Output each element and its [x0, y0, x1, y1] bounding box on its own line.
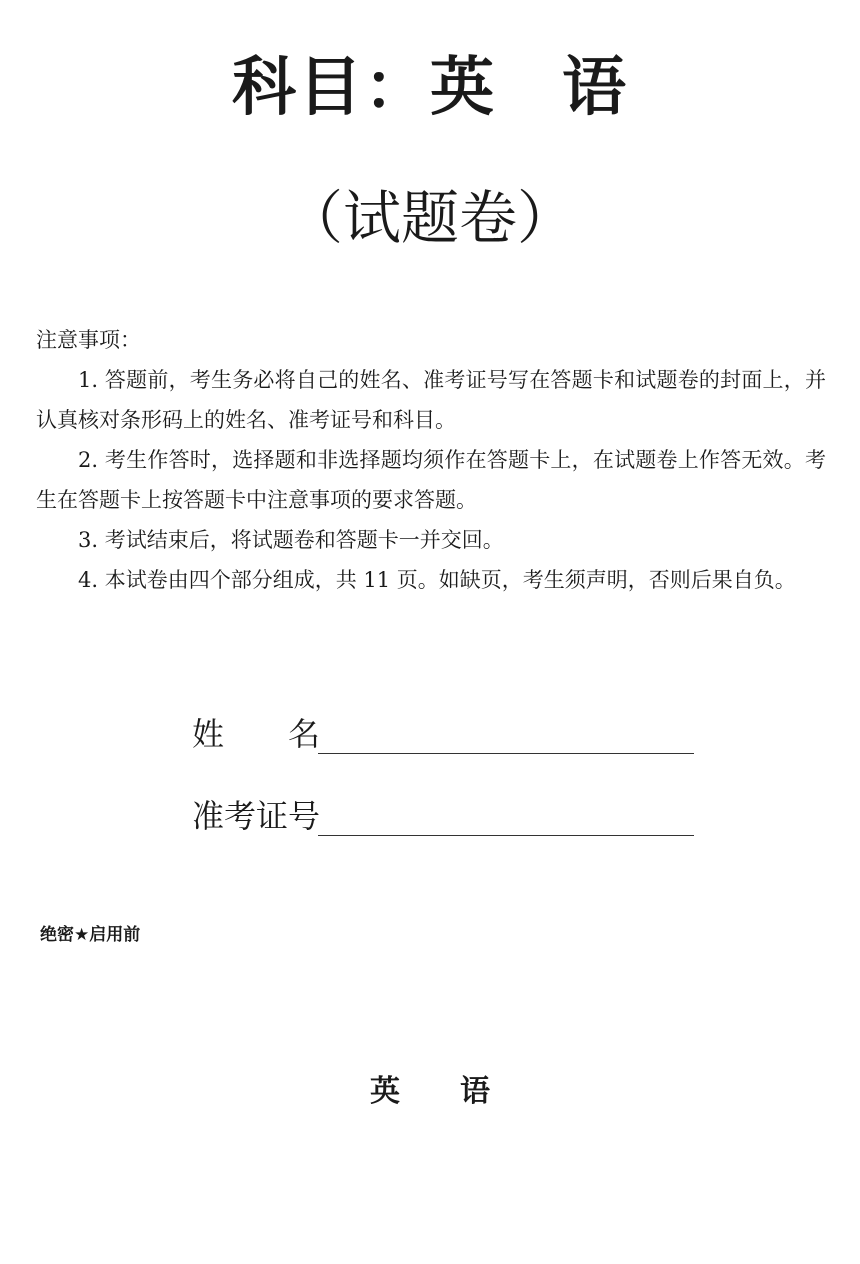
name-field: [192, 712, 694, 756]
subject-title: 科目：英 语: [232, 51, 628, 125]
secret-mark: 绝密★启用前: [40, 925, 141, 945]
exam-id-field: [192, 794, 694, 838]
name-field-line: [318, 743, 694, 754]
notes-heading: 注意事项：: [36, 328, 141, 352]
bottom-subject-title: 英 语: [370, 1074, 490, 1109]
notes-item-2: 2. 考生作答时，选择题和非选择题均须作在答题卡上，在试题卷上作答无效。考生在答题卡上按答题卡中注意事项的要求答题。: [36, 448, 826, 512]
exam-id-field-label: 准考证号: [192, 797, 321, 835]
exam-id-field-line: [318, 825, 694, 836]
name-field-label: 姓 名: [192, 715, 321, 753]
notes-item-3: 3. 考试结束后，将试题卷和答题卡一并交回。: [78, 528, 504, 552]
paper-type-label: （试题卷）: [284, 184, 575, 252]
notes-item-1: 1. 答题前，考生务必将自己的姓名、准考证号写在答题卡和试题卷的封面上，并认真核对条形码上的姓名、准考证号和科目。: [36, 368, 826, 432]
notes-item-4: 4. 本试卷由四个部分组成，共 11 页。如缺页，考生须声明，否则后果自负。: [78, 568, 796, 592]
exam-notes: [36, 320, 826, 600]
